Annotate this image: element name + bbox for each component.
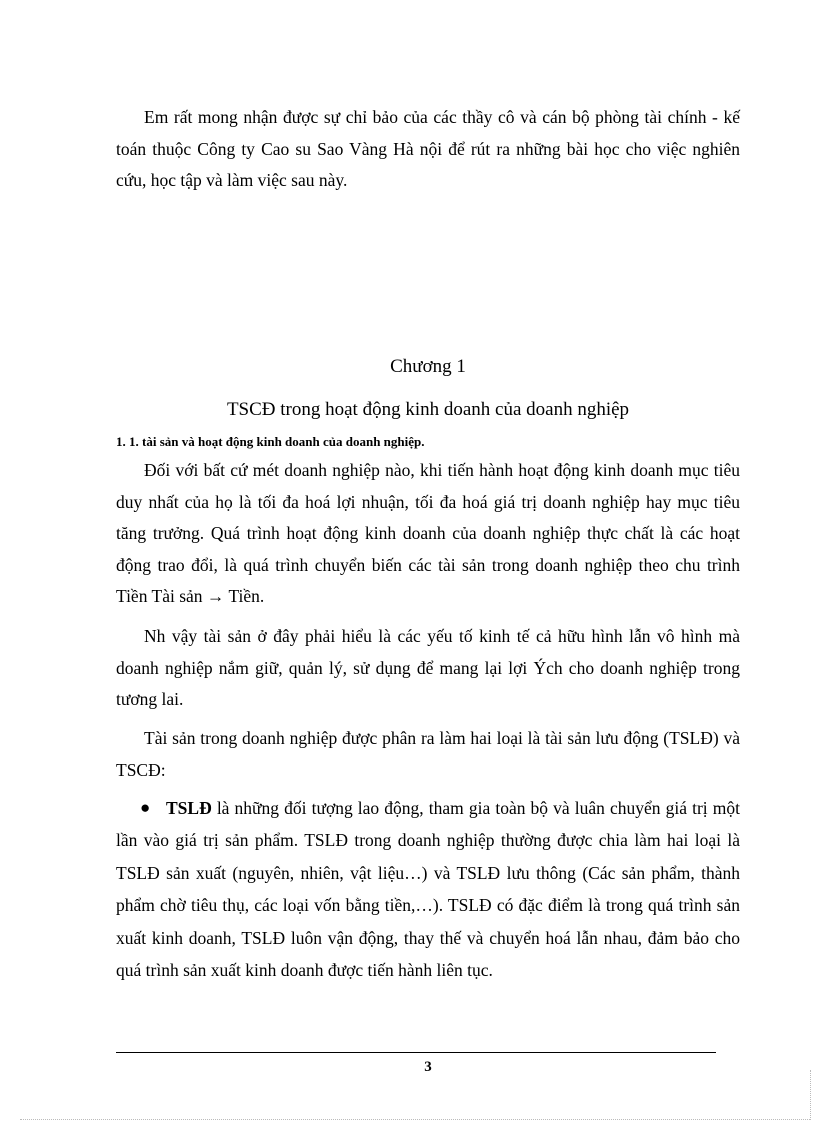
page-number: 3	[424, 1059, 432, 1075]
paragraph-1-text: Đối với bất cứ mét doanh nghiệp nào, khi tiến hành hoạt động kinh doanh mục tiêu duy nhất của họ là tối đa hoá lợi nhuận, tối đa hoá giá trị doanh nghiệp hay mục tiêu tăng trưởng. Quá trình hoạt động kinh doanh của doanh nghiệp thực chất là các hoạt động trao đổi, là quá trình chuyển biến các tài sản trong doanh nghiệp theo chu trình Tiền Tài sản → Tiền.	[116, 460, 740, 607]
paragraph-2-text: Nh vậy tài sản ở đây phải hiểu là các yếu tố kinh tế cả hữu hình lẫn vô hình mà doanh nghiệp nắm giữ, quản lý, sử dụng để mang lại lợi Ých cho doanh nghiệp trong tương lai.	[116, 626, 740, 710]
bullet-item-tsld	[116, 792, 740, 986]
bullet-term: TSLĐ	[166, 798, 212, 818]
section-heading: 1. 1. tài sản và hoạt động kinh doanh của doanh nghiệp.	[116, 434, 425, 449]
paragraph-3	[116, 723, 740, 786]
bullet-text	[116, 792, 740, 986]
paragraph-2	[116, 621, 740, 716]
chapter-title: TSCĐ trong hoạt động kinh doanh của doanh nghiệp	[226, 399, 630, 420]
paragraph-3-text: Tài sản trong doanh nghiệp được phân ra làm hai loại là tài sản lưu động (TSLĐ) và TSCĐ:	[116, 728, 740, 780]
bullet-dot-icon: ●	[140, 798, 151, 817]
intro-text: Em rất mong nhận được sự chỉ bảo của các thầy cô và cán bộ phòng tài chính - kế toán thuộc Công ty Cao su Sao Vàng Hà nội để rút ra những bài học cho việc nghiên cứu, học tập và làm việc sau này.	[116, 107, 740, 191]
page-border-bottom	[20, 1119, 810, 1120]
paragraph-1	[116, 455, 740, 613]
intro-paragraph	[116, 102, 740, 197]
bullet-body: là những đối tượng lao động, tham gia toàn bộ và luân chuyển giá trị một lần vào giá trị sản phẩm. TSLĐ trong doanh nghiệp thường được chia làm hai loại là TSLĐ sản xuất (nguyên, nhiên, vật liệu…) và TSLĐ lưu thông (Các sản phẩm, thành phẩm chờ tiêu thụ, các loại vốn bằng tiền,…). TSLĐ có đặc điểm là trong quá trình sản xuất kinh doanh, TSLĐ luôn vận động, thay thế và chuyển hoá lẫn nhau, đảm bảo cho quá trình sản xuất kinh doanh được tiến hành liên tục.	[116, 798, 740, 981]
footer-divider	[116, 1052, 716, 1053]
chapter-number: Chương 1	[390, 356, 466, 377]
page-border-right	[810, 1070, 811, 1120]
